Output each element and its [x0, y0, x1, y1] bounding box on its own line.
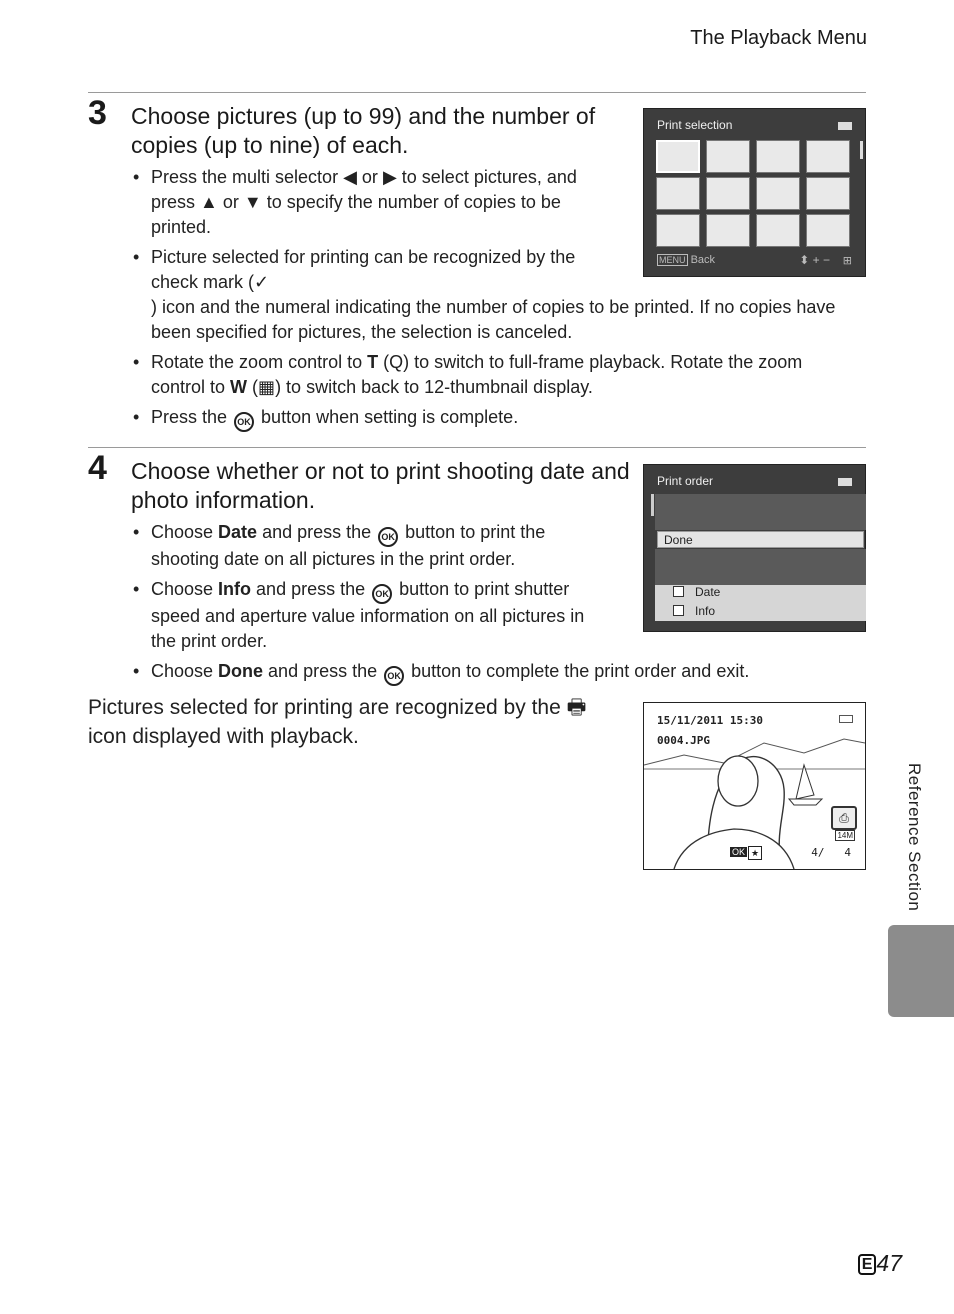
scroll-indicator: [651, 494, 654, 516]
thumbnail-icon: ▦: [258, 377, 276, 397]
playback-illustration: [644, 703, 865, 869]
ok-button-icon: OK: [372, 584, 392, 604]
print-selection-screen: [643, 108, 866, 277]
checkbox[interactable]: [673, 605, 684, 616]
thumbnail[interactable]: [806, 214, 850, 247]
info-option[interactable]: Info: [673, 604, 715, 618]
step4-bullet: • Choose Date and press the OK button to print the shooting date on all pictures in the print order.: [131, 520, 611, 572]
zoom-icon: ⊞: [842, 255, 852, 267]
frame-counter: 4/ 4: [811, 846, 851, 859]
done-option[interactable]: Done: [657, 531, 864, 548]
step4-bullet: • Choose Info and press the OK button to print shutter speed and aperture value information on all pictures in the print order.: [131, 577, 611, 654]
datetime-readout: 15/11/2011 15:30: [657, 714, 763, 727]
ok-button-icon: OK: [384, 666, 404, 686]
battery-icon: [838, 122, 852, 130]
step3-bullet: • Rotate the zoom control to T (Q) to switch to full-frame playback. Rotate the zoom control to W (▦) to switch back to 12-thumbnail display.: [131, 350, 851, 400]
right-arrow-icon: ▶: [382, 167, 397, 187]
thumbnail[interactable]: [706, 140, 750, 173]
step-number: 4: [88, 449, 107, 487]
magnify-icon: Q: [389, 352, 404, 372]
page-number: E 47: [858, 1250, 902, 1277]
header-section-title: The Playback Menu: [690, 27, 867, 49]
note-paragraph: Pictures selected for printing are recognized by the 🖶 icon displayed with playback.: [88, 696, 587, 748]
battery-icon: [838, 478, 852, 486]
thumbnail[interactable]: [706, 177, 750, 210]
print-order-screen: [643, 464, 866, 632]
battery-icon: [839, 715, 853, 723]
step4-bullet: • Choose Done and press the OK button to complete the print order and exit.: [131, 659, 851, 686]
screen-title: Print selection: [657, 118, 733, 132]
ok-button-icon: OK: [378, 527, 398, 547]
options-panel: [655, 585, 866, 621]
tele-zoom-icon: T: [367, 352, 379, 372]
date-option[interactable]: Date: [673, 585, 720, 599]
favorite-icon: ★: [748, 846, 762, 860]
playback-screen: [643, 702, 866, 870]
thumbnail[interactable]: [706, 214, 750, 247]
left-arrow-icon: ◀: [343, 167, 357, 187]
menu-button-icon: MENU: [659, 255, 686, 265]
check-mark-icon: ✓: [254, 272, 270, 292]
reference-icon: E: [858, 1254, 877, 1275]
wide-zoom-icon: W: [230, 377, 248, 397]
divider: [88, 447, 866, 448]
bullet-text-wrap: • Picture selected for printing can be recognized by the check mark (✓: [151, 247, 576, 292]
footer-back: MENU Back: [659, 254, 716, 266]
step-number: 3: [88, 94, 107, 132]
ok-indicator: OK: [732, 847, 746, 857]
thumbnail-grid: [656, 140, 854, 246]
down-arrow-icon: ▼: [243, 192, 262, 212]
thumbnail[interactable]: [756, 140, 800, 173]
thumbnail[interactable]: [656, 177, 700, 210]
menu-area: [655, 494, 866, 530]
step3-bullet: • Press the OK button when setting is complete.: [131, 405, 851, 432]
footer-controls: ⬍ + −: [799, 253, 830, 267]
ok-button-icon: OK: [234, 412, 254, 432]
thumbnail[interactable]: [806, 177, 850, 210]
side-tab-label: Reference Section: [905, 763, 924, 912]
thumbnail[interactable]: [656, 214, 700, 247]
divider: [88, 92, 866, 93]
thumbnail[interactable]: [756, 177, 800, 210]
thumbnail[interactable]: [806, 140, 850, 173]
image-mode-icon: 14M: [837, 831, 853, 840]
print-order-icon: ⎙: [831, 806, 857, 830]
checkbox[interactable]: [673, 586, 684, 597]
step-title: Choose whether or not to print shooting date and photo information.: [131, 458, 630, 513]
step-title: Choose pictures (up to 99) and the number of copies (up to nine) of each.: [131, 103, 596, 158]
print-order-icon: 🖶: [566, 696, 587, 719]
step3-bullet: • Press the multi selector ◀ or ▶ to select pictures, and press ▲ or ▼ to specify the number of copies to be printed.: [131, 165, 621, 240]
filename-readout: 0004.JPG: [657, 734, 710, 747]
thumbnail[interactable]: [656, 140, 700, 173]
multi-selector-icon: ⬍: [799, 253, 810, 267]
up-arrow-icon: ▲: [200, 192, 218, 212]
scrollbar[interactable]: [860, 141, 863, 159]
thumbnail[interactable]: [756, 214, 800, 247]
step3-bullet: • Picture selected for printing can be recognized by the check mark (✓ ) icon and the numeral indicating the number of copies to be printed. If no copies have been specified for pictures, the selection is canceled.: [131, 245, 851, 345]
screen-title: Print order: [657, 474, 714, 488]
menu-area: [655, 549, 866, 585]
section-tab: [888, 925, 954, 1017]
